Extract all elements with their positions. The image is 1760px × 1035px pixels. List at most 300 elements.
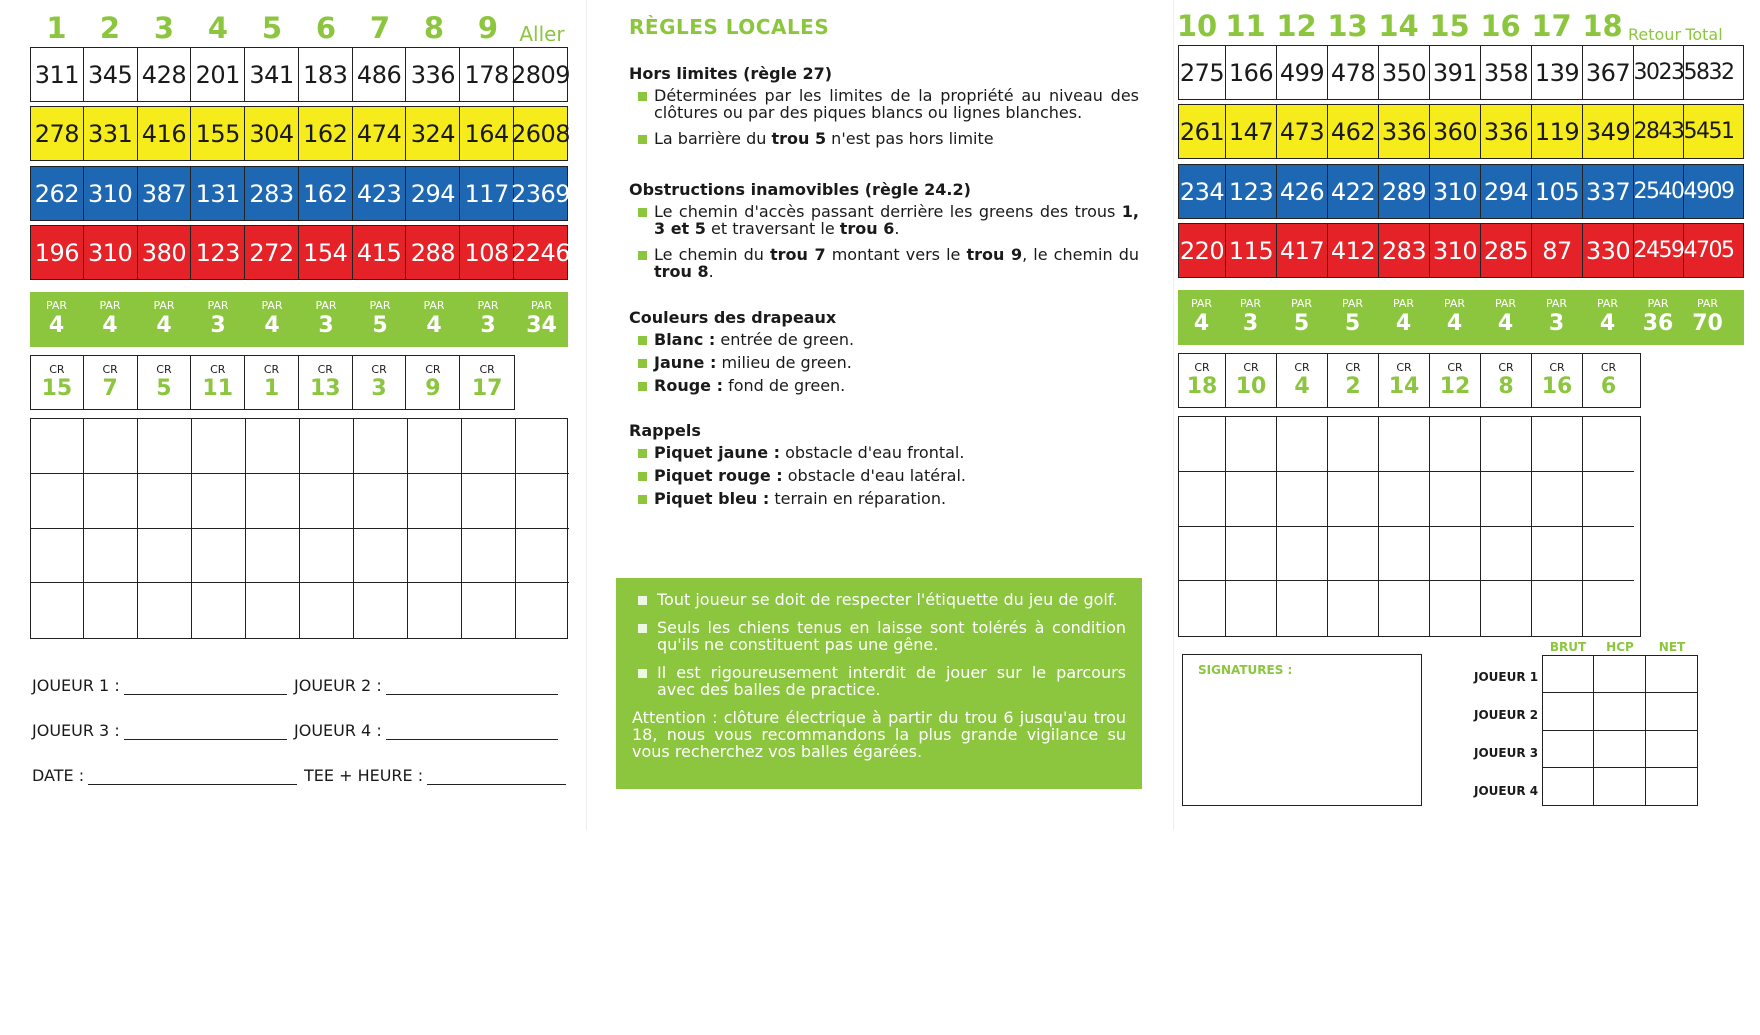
score-cell[interactable] [462,583,516,638]
distance-cell: 412 [1328,224,1379,277]
par-cell [1327,290,1378,345]
par-value: 5 [1293,311,1310,336]
hole-number: 16 [1480,9,1521,43]
player-4-label: JOUEUR 4 : [294,721,382,740]
rule-text: entrée de green. [715,330,855,349]
score-cell[interactable] [1532,527,1583,582]
blue-tee-row [30,166,571,221]
cr-cell [406,356,460,409]
distance-cell: 285 [1481,224,1532,277]
player-3-line[interactable] [32,721,287,740]
score-cell[interactable] [1532,417,1583,472]
score-cell[interactable] [192,583,246,638]
rule-text-bold: trou 9 [966,245,1023,264]
par-value: 4 [102,313,118,338]
score-cell[interactable] [246,583,300,638]
player-2-blank[interactable] [386,677,558,695]
par-cell [245,292,299,347]
player-4-line[interactable] [294,721,558,740]
score-cell[interactable] [408,419,462,474]
score-cell[interactable] [84,419,138,474]
distance-cell: 275 [1179,46,1226,99]
score-cell[interactable] [1277,581,1328,636]
par-value: 4 [426,313,442,338]
par-value: 4 [264,313,280,338]
cr-cell [1481,354,1532,407]
yellow-tee-row [1178,104,1744,159]
score-cell[interactable] [192,474,246,529]
distance-cell: 341 [245,48,299,101]
score-cell[interactable] [31,529,84,584]
score-cell[interactable] [1179,417,1226,472]
score-cell[interactable] [138,529,192,584]
distance-cell: 162 [299,107,353,160]
par-cell [1531,290,1582,345]
distance-cell: 358 [1481,46,1532,99]
obstructions-section [629,180,1139,289]
score-cell[interactable] [192,529,246,584]
score-cell[interactable] [246,474,300,529]
score-cell[interactable] [1277,527,1328,582]
score-cell[interactable] [1179,581,1226,636]
score-cell[interactable] [1179,472,1226,527]
total-cell: 5832 [1683,60,1734,85]
par-label: PAR [1696,297,1719,310]
tee-time-line[interactable] [304,766,566,785]
distance-cell: 283 [245,167,299,220]
score-cell[interactable] [1430,581,1481,636]
etiquette-box [616,578,1142,789]
cr-label: CR [210,363,226,376]
distance-cell: 272 [245,226,299,279]
rule-text: et traversant le [705,219,840,238]
par-label: PAR [207,299,229,312]
par-cell [299,292,353,347]
totals-grid[interactable] [1542,655,1698,806]
par-label: PAR [1596,297,1619,310]
joueur-2-label: JOUEUR 2 [1474,708,1539,722]
hole-number: 6 [315,11,337,45]
cr-cell [1532,354,1583,407]
distance-cell: 154 [299,226,353,279]
par-total-cell [1683,290,1732,345]
par-cell [1582,290,1633,345]
distance-cell: 283 [1379,224,1430,277]
score-cell[interactable] [138,419,192,474]
distance-cell: 478 [1328,46,1379,99]
rule-item [629,246,1139,280]
player-4-blank[interactable] [386,722,558,740]
cr-cell [138,356,192,409]
player-3-label: JOUEUR 3 : [32,721,120,740]
hole-number: 2 [99,11,121,45]
rule-text: obstacle d'eau latéral. [782,466,966,485]
score-cell[interactable] [1226,472,1277,527]
cr-label: CR [1600,361,1617,374]
cr-label: CR [1447,361,1463,374]
score-cell[interactable] [1226,527,1277,582]
score-cell[interactable] [1583,581,1634,636]
distance-cell: 426 [1277,165,1328,218]
cr-value: 2 [1345,374,1361,399]
score-cell[interactable] [462,419,516,474]
score-cell[interactable] [1226,581,1277,636]
total-cell: 2809 [511,60,571,89]
cr-value: 14 [1388,374,1420,399]
cr-value: 6 [1600,374,1617,399]
score-cell[interactable] [246,529,300,584]
cr-label: CR [1243,361,1259,374]
distance-cell: 162 [299,167,353,220]
rule-text-bold: trou 8 [654,262,709,281]
player-3-blank[interactable] [124,722,287,740]
distance-cell: 474 [353,107,407,160]
score-cell[interactable] [408,583,462,638]
out-of-bounds-section [629,64,1139,156]
rule-text-bold: 1, 3 et 5 [654,202,1139,238]
cr-cell [460,356,514,409]
cr-label: CR [1396,361,1412,374]
par-value: 3 [1242,311,1259,336]
distance-cell: 87 [1532,224,1583,277]
par-value: 4 [48,313,65,338]
distance-cell: 123 [191,226,245,279]
score-cell[interactable] [138,474,192,529]
par-label: PAR [1494,297,1517,310]
distance-cell: 278 [31,107,84,160]
par-label: PAR [530,299,553,312]
joueur-3-label: JOUEUR 3 [1474,746,1539,760]
score-cell[interactable] [84,474,138,529]
score-cell[interactable] [1430,527,1481,582]
tee-time-label: TEE + HEURE : [304,766,424,785]
score-cell[interactable] [1328,417,1379,472]
rule-text-bold: Blanc : [654,330,716,349]
flag-colors-section [629,308,1139,400]
rule-text: montant vers le [825,245,967,264]
par-retour-cell [1633,290,1683,345]
score-cell[interactable] [516,419,569,474]
par-cell [137,292,191,347]
rule-text-bold: Piquet jaune : [654,443,781,462]
score-cell[interactable] [462,474,516,529]
score-cell[interactable] [408,474,462,529]
score-cell[interactable] [84,529,138,584]
rule-item [629,130,1139,147]
date-blank[interactable] [88,767,297,785]
total-score-cell[interactable] [1543,768,1594,805]
player-1-line[interactable] [32,676,287,695]
rule-item [629,377,1139,394]
par-value: 4 [1193,311,1210,336]
par-cell [83,292,137,347]
par-label: PAR [153,299,175,312]
distance-cell: 234 [1179,165,1226,218]
par-value: 4 [1599,311,1616,336]
player-2-line[interactable] [294,676,558,695]
score-cell[interactable] [246,419,300,474]
par-value: 4 [1497,311,1514,336]
cr-value: 7 [102,376,118,401]
score-cell[interactable] [84,583,138,638]
score-cell[interactable] [1532,581,1583,636]
hcp-header: HCP [1606,640,1634,654]
distance-cell: 310 [84,167,138,220]
etiquette-item: Il est rigoureusement interdit de jouer sur le parcours avec des balles de practice. [632,664,1126,698]
rule-text-bold: trou 7 [769,245,826,264]
hole-number: 8 [423,11,445,45]
score-cell[interactable] [516,583,569,638]
red-tee-row [30,225,571,280]
par-row [1178,290,1744,345]
distance-cell: 310 [1430,224,1481,277]
hole-number: 17 [1531,9,1572,43]
cr-label: CR [263,363,280,376]
score-cell[interactable] [1328,472,1379,527]
rule-text: obstacle d'eau frontal. [780,443,965,462]
cr-label: CR [371,363,387,376]
total-score-cell[interactable] [1646,731,1697,768]
cr-label: CR [1294,361,1310,374]
par-cell [1429,290,1480,345]
total-score-cell[interactable] [1594,693,1645,730]
distance-cell: 336 [406,48,460,101]
distance-cell: 462 [1328,105,1379,158]
etiquette-item: Seuls les chiens tenus en laisse sont tolérés à condition qu'ils ne constituent pas une gêne. [632,619,1126,653]
score-cell[interactable] [1379,472,1430,527]
score-cell[interactable] [516,474,569,529]
distance-cell: 310 [1430,165,1481,218]
par-cell [1225,290,1276,345]
distance-cell: 336 [1379,105,1430,158]
distance-cell: 166 [1226,46,1277,99]
distance-cell: 201 [191,48,245,101]
distance-cell: 367 [1583,46,1634,99]
distance-cell: 304 [245,107,299,160]
score-cell[interactable] [1481,581,1532,636]
cr-value: 8 [1498,374,1514,399]
local-rules-title: RÈGLES LOCALES [629,15,830,39]
cr-row [1178,353,1641,408]
distance-cell: 164 [460,107,514,160]
score-cell[interactable] [138,583,192,638]
cr-cell [1226,354,1277,407]
distance-cell: 262 [31,167,84,220]
total-cell: 4705 [1683,238,1734,263]
hole-number: 14 [1378,9,1419,43]
cr-label: CR [1345,361,1361,374]
score-cell[interactable] [354,419,408,474]
total-score-cell[interactable] [1594,656,1645,693]
cr-label: CR [1549,361,1565,374]
rule-text-bold: Piquet rouge : [654,466,783,485]
distance-cell: 289 [1379,165,1430,218]
distance-cell: 350 [1379,46,1430,99]
distance-cell: 196 [31,226,84,279]
score-cell[interactable] [1379,527,1430,582]
score-cell[interactable] [354,583,408,638]
distance-cell: 119 [1532,105,1583,158]
par-label: PAR [315,299,337,312]
player-1-blank[interactable] [124,677,287,695]
score-cell[interactable] [31,583,84,638]
par-cell [461,292,515,347]
score-cell[interactable] [408,529,462,584]
total-score-cell[interactable] [1594,731,1645,768]
cr-cell [1583,354,1634,407]
par-value: 34 [526,313,557,338]
cr-cell [353,356,407,409]
distance-cell: 294 [1481,165,1532,218]
cr-value: 10 [1235,374,1267,399]
par-value: 36 [1642,311,1674,336]
rule-text: terrain en réparation. [769,489,947,508]
distance-cell: 423 [353,167,407,220]
distance-cell: 261 [1179,105,1226,158]
total-score-cell[interactable] [1594,768,1645,805]
distance-cell: 131 [191,167,245,220]
par-cell [30,292,83,347]
distance-cell: 422 [1328,165,1379,218]
total-score-cell[interactable] [1646,768,1697,805]
cr-label: CR [1194,361,1210,374]
par-label: PAR [45,299,68,312]
hole-number: 1 [46,11,67,45]
rule-text: La barrière du [654,129,772,148]
total-score-cell[interactable] [1543,656,1594,693]
score-cell[interactable] [1328,581,1379,636]
cr-cell [299,356,353,409]
score-cell[interactable] [1328,527,1379,582]
total-label: Total [1685,25,1723,44]
cr-value: 3 [371,376,387,401]
score-cell[interactable] [1583,472,1634,527]
rule-item [629,354,1139,371]
cr-label: CR [49,363,65,376]
total-score-cell[interactable] [1543,731,1594,768]
distance-cell: 117 [460,167,514,220]
par-value: 3 [210,313,226,338]
cr-label: CR [425,363,441,376]
score-cell[interactable] [300,474,354,529]
distance-cell: 331 [84,107,138,160]
score-cell[interactable] [354,474,408,529]
score-cell[interactable] [1430,472,1481,527]
par-value: 5 [372,313,388,338]
red-tee-row [1178,223,1744,278]
distance-cell: 311 [31,48,84,101]
score-cell[interactable] [1481,527,1532,582]
hole-number: 10 [1176,9,1218,43]
rule-text: Le chemin du [654,245,770,264]
score-cell[interactable] [516,529,569,584]
signatures-box[interactable] [1182,654,1422,806]
par-label: PAR [1341,297,1364,310]
par-value: 3 [318,313,334,338]
score-cell[interactable] [1379,417,1430,472]
tee-time-blank[interactable] [427,767,566,785]
score-cell[interactable] [354,529,408,584]
hole-number: 13 [1327,9,1368,43]
distance-cell: 324 [406,107,460,160]
cr-value: 15 [41,376,73,401]
score-cell[interactable] [1481,472,1532,527]
reminders-section [629,421,1139,513]
score-cell[interactable] [1277,417,1328,472]
cr-cell [1277,354,1328,407]
score-cell[interactable] [1277,472,1328,527]
cr-row [30,355,515,410]
score-cell[interactable] [300,529,354,584]
distance-cell: 123 [1226,165,1277,218]
rule-text-bold: trou 6 [839,219,895,238]
par-cell [1178,290,1225,345]
front-nine-panel [0,0,586,830]
total-score-cell[interactable] [1543,693,1594,730]
score-cell[interactable] [300,583,354,638]
distance-cell: 115 [1226,224,1277,277]
rule-item [629,490,1139,507]
cr-label: CR [1498,361,1514,374]
total-cell: 4909 [1683,179,1734,204]
score-cell[interactable] [1179,527,1226,582]
score-cell[interactable] [1481,417,1532,472]
score-cell[interactable] [1226,417,1277,472]
par-value: 3 [480,313,496,338]
total-score-cell[interactable] [1646,656,1697,693]
par-cell [353,292,407,347]
distance-cell: 336 [1481,105,1532,158]
front-score-grid[interactable] [30,418,568,639]
par-value: 4 [156,313,172,338]
score-cell[interactable] [462,529,516,584]
yellow-tee-row [30,106,571,161]
total-cell: 5451 [1683,119,1734,144]
date-label: DATE : [32,766,85,785]
score-cell[interactable] [1532,472,1583,527]
date-line[interactable] [32,766,297,785]
distance-cell: 360 [1430,105,1481,158]
hole-number: 11 [1225,9,1266,43]
score-cell[interactable] [31,474,84,529]
distance-cell: 330 [1583,224,1634,277]
rule-item: Déterminées par les limites de la propriété au niveau des clôtures ou par des piques blancs ou lignes blanches. [629,87,1139,121]
back-score-grid[interactable] [1178,416,1641,637]
cr-value: 17 [471,376,503,401]
distance-cell: 108 [460,226,514,279]
cr-cell [1430,354,1481,407]
score-cell[interactable] [192,419,246,474]
score-cell[interactable] [1430,417,1481,472]
rule-text-bold: trou 5 [771,129,827,148]
cr-value: 12 [1439,374,1471,399]
score-cell[interactable] [1583,417,1634,472]
par-value: 5 [1344,311,1361,336]
score-cell[interactable] [1583,527,1634,582]
distance-cell: 417 [1277,224,1328,277]
cr-cell [1328,354,1379,407]
distance-cell: 486 [353,48,407,101]
rule-text-bold: Piquet bleu : [654,489,770,508]
score-cell[interactable] [1379,581,1430,636]
cr-value: 11 [202,376,234,401]
score-cell[interactable] [300,419,354,474]
cr-cell [1379,354,1430,407]
hole-number: 7 [369,11,391,45]
score-cell[interactable] [31,419,84,474]
total-score-cell[interactable] [1646,693,1697,730]
cr-label: CR [156,363,172,376]
